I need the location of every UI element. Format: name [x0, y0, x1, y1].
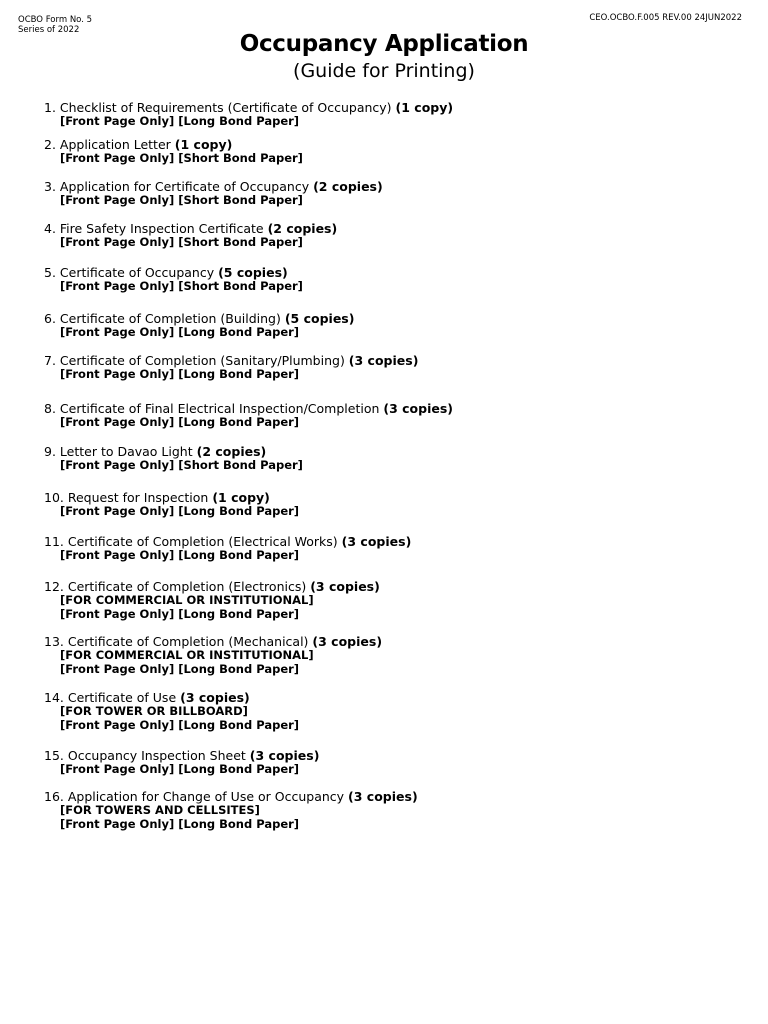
item-note: [Front Page Only] [Long Bond Paper] [60, 504, 300, 518]
item-note: [Front Page Only] [Short Bond Paper] [60, 151, 303, 165]
item-title-line [44, 354, 744, 368]
page-title: Occupancy Application [239, 31, 529, 57]
item-copies: (3 copies) [312, 634, 383, 649]
item-note: [Front Page Only] [Short Bond Paper] [60, 279, 303, 293]
item-title: 16. Application for Change of Use or Occupancy [44, 789, 349, 804]
list-item [44, 266, 744, 294]
document-code: CEO.OCBO.F.005 REV.00 24JUN2022 [589, 13, 742, 23]
item-note: [Front Page Only] [Long Bond Paper] [60, 548, 300, 562]
item-title: 15. Occupancy Inspection Sheet [44, 748, 250, 763]
item-title-line [44, 445, 744, 459]
item-copies: (3 copies) [180, 690, 250, 705]
item-note: [Front Page Only] [Long Bond Paper] [60, 415, 300, 429]
form-series: Series of 2022 [18, 25, 80, 35]
list-item [44, 312, 744, 340]
item-copies: (1 copy) [174, 137, 233, 152]
item-title: 10. Request for Inspection [44, 490, 213, 505]
list-item [44, 222, 744, 250]
item-copies: (3 copies) [383, 401, 453, 416]
item-title-line [44, 266, 744, 280]
item-note: [FOR TOWER OR BILLBOARD] [60, 704, 248, 718]
item-note: [Front Page Only] [Long Bond Paper] [60, 661, 300, 676]
item-title-line [44, 691, 744, 705]
list-item [44, 691, 744, 732]
item-copies: (2 copies) [313, 179, 383, 194]
item-note: [FOR COMMERCIAL OR INSTITUTIONAL] [60, 648, 314, 662]
item-title: 1. Checklist of Requirements (Certificate of Occupancy) [44, 100, 396, 115]
item-title: 6. Certificate of Completion (Building) [44, 311, 285, 326]
list-item [44, 180, 744, 208]
item-note: [Front Page Only] [Long Bond Paper] [60, 606, 300, 621]
item-note: [Front Page Only] [Long Bond Paper] [60, 367, 300, 381]
item-title-line [44, 222, 744, 236]
item-title: 8. Certificate of Final Electrical Inspection/Completion [44, 401, 384, 416]
item-copies: (3 copies) [341, 534, 412, 549]
item-title-line [44, 790, 744, 804]
list-item [44, 580, 744, 621]
item-title: 11. Certificate of Completion (Electrical Works) [44, 534, 342, 549]
item-title: 12. Certificate of Completion (Electronics) [44, 579, 311, 594]
list-item [44, 445, 744, 473]
item-note: [Front Page Only] [Long Bond Paper] [60, 114, 300, 128]
item-title-line [44, 312, 744, 326]
item-copies: (1 copy) [212, 490, 270, 505]
item-title: 3. Application for Certificate of Occupancy [44, 179, 314, 194]
item-copies: (5 copies) [284, 311, 355, 326]
item-title-line [44, 749, 744, 763]
item-copies: (3 copies) [348, 353, 419, 368]
item-copies: (2 copies) [196, 444, 267, 459]
item-note: [Front Page Only] [Long Bond Paper] [60, 717, 300, 732]
item-title: 13. Certificate of Completion (Mechanical) [44, 634, 313, 649]
item-copies: (1 copy) [395, 100, 454, 115]
list-item [44, 790, 744, 831]
item-note: [Front Page Only] [Short Bond Paper] [60, 193, 303, 207]
item-copies: (3 copies) [348, 789, 418, 804]
form-number: OCBO Form No. 5 [18, 15, 93, 25]
item-title-line [44, 491, 744, 505]
item-title-line [44, 138, 744, 152]
page-subtitle: (Guide for Printing) [293, 60, 475, 82]
item-note: [FOR COMMERCIAL OR INSTITUTIONAL] [60, 593, 314, 607]
item-title: 4. Fire Safety Inspection Certificate [44, 221, 268, 236]
item-title: 2. Application Letter [44, 137, 175, 152]
item-note: [FOR TOWERS AND CELLSITES] [60, 803, 260, 817]
item-copies: (3 copies) [249, 748, 320, 763]
item-title-line [44, 402, 744, 416]
item-title-line [44, 635, 744, 649]
item-title-line [44, 535, 744, 549]
list-item [44, 402, 744, 430]
item-title: 7. Certificate of Completion (Sanitary/Plumbing) [44, 353, 349, 368]
item-copies: (2 copies) [267, 221, 338, 236]
list-item [44, 354, 744, 382]
list-item [44, 101, 744, 129]
item-copies: (3 copies) [310, 579, 380, 594]
list-item [44, 749, 744, 777]
item-title-line [44, 180, 744, 194]
item-title-line [44, 580, 744, 594]
item-copies: (5 copies) [218, 265, 288, 280]
item-title: 14. Certificate of Use [44, 690, 181, 705]
item-title: 9. Letter to Davao Light [44, 444, 197, 459]
list-item [44, 635, 744, 676]
list-item [44, 535, 744, 563]
item-note: [Front Page Only] [Long Bond Paper] [60, 762, 300, 776]
list-item [44, 138, 744, 166]
list-item [44, 491, 744, 519]
item-title: 5. Certificate of Occupancy [44, 265, 219, 280]
item-note: [Front Page Only] [Short Bond Paper] [60, 458, 303, 472]
item-title-line [44, 101, 744, 115]
item-note: [Front Page Only] [Short Bond Paper] [60, 235, 303, 249]
item-note: [Front Page Only] [Long Bond Paper] [60, 816, 300, 831]
item-note: [Front Page Only] [Long Bond Paper] [60, 325, 300, 339]
